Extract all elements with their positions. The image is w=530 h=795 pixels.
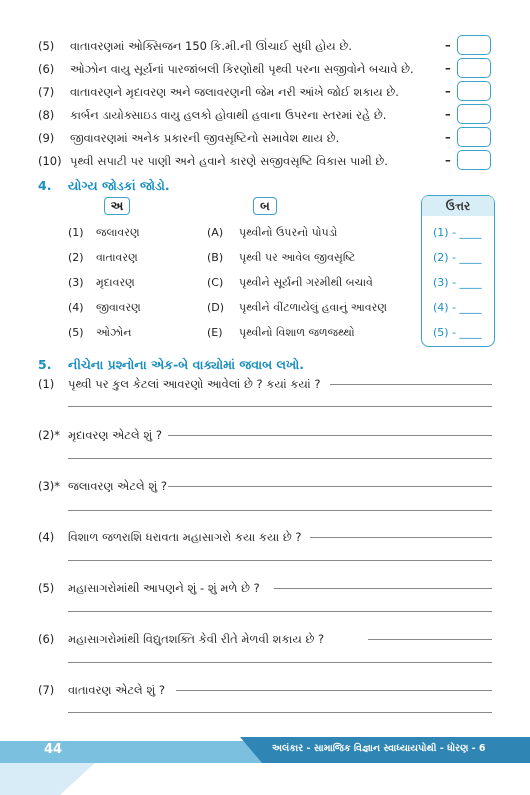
item-text: વાતાવરણમાં ઓક્સિજન 150 કિ.મી.ની ઊંચાઈ સુધી હોય છે.	[70, 39, 352, 53]
item-text: પૃથ્વી સપાટી પર પાણી અને હવાને કારણે સજીવસૃષ્ટિ વિકાસ પામી છે.	[70, 154, 388, 168]
question-number: (3)*	[38, 479, 61, 493]
true-false-item	[0, 127, 530, 149]
answer-box[interactable]	[457, 58, 491, 78]
answer-line[interactable]	[68, 560, 492, 561]
question-text: વાતાવરણ એટલે શું ?	[68, 683, 166, 697]
question-number: (7)	[38, 683, 55, 697]
answer-line[interactable]	[68, 510, 492, 511]
item-number: (8)	[38, 108, 55, 122]
column-a-header: અ	[104, 197, 130, 215]
match-row	[0, 323, 530, 343]
left-term: મૃદાવરણ	[96, 276, 135, 289]
answer-line[interactable]	[310, 537, 492, 538]
book-title: અલંકાર - સામાજિક વિજ્ઞાન સ્વાધ્યાયપોથી - ધોરણ - 6	[272, 743, 486, 754]
answer-line[interactable]	[68, 611, 492, 612]
right-description: પૃથ્વી પર આવેલ જીવસૃષ્ટિ	[239, 251, 356, 264]
item-number: (6)	[38, 62, 55, 76]
question-text: વિશાળ જળરાશિ ધરાવતા મહાસાગરો કયા કયા છે ?	[68, 530, 302, 544]
true-false-item	[0, 58, 530, 80]
left-number: (4)	[68, 301, 84, 314]
item-number: (5)	[38, 39, 55, 53]
answer-box[interactable]	[457, 35, 491, 55]
question-number: (4)	[38, 530, 55, 544]
answer-box[interactable]	[457, 104, 491, 124]
right-letter: (A)	[207, 226, 224, 239]
answer-header: ઉત્તર	[422, 196, 494, 216]
answer-blank[interactable]: (4) - ____	[433, 301, 482, 314]
page-footer	[0, 733, 530, 795]
question-number: (1)	[38, 377, 55, 391]
left-number: (3)	[68, 276, 84, 289]
answer-box[interactable]	[457, 127, 491, 147]
right-letter: (C)	[207, 276, 224, 289]
question-text: મહાસાગરોમાંથી આપણને શું - શું મળે છે ?	[68, 581, 260, 595]
match-row	[0, 273, 530, 293]
answer-blank[interactable]: (2) - ____	[433, 251, 482, 264]
question-number: (5)	[38, 581, 55, 595]
question-text: જલાવરણ એટલે શું ?	[68, 479, 167, 493]
item-text: ઓઝોન વાયુ સૂર્યનાં પારજાંબલી કિરણોથી પૃથ્વી પરના સજીવોને બચાવે છે.	[70, 62, 414, 76]
right-letter: (E)	[207, 326, 223, 339]
question-number: (6)	[38, 632, 55, 646]
left-number: (5)	[68, 326, 84, 339]
section-title: નીચેના પ્રશ્નોના એક-બે વાક્યોમાં જવાબ લખો.	[68, 357, 305, 372]
dash: –	[445, 61, 451, 75]
true-false-item	[0, 35, 530, 57]
left-term: ઓઝોન	[96, 326, 132, 339]
left-term: જલાવરણ	[96, 226, 140, 239]
answer-box[interactable]	[457, 150, 491, 170]
answer-line[interactable]	[168, 486, 492, 487]
match-row	[0, 298, 530, 318]
item-number: (9)	[38, 131, 55, 145]
page-number: 44	[44, 742, 63, 757]
answer-line[interactable]	[168, 435, 492, 436]
true-false-item	[0, 104, 530, 126]
true-false-item	[0, 81, 530, 103]
right-description: પૃથ્વીનો ઉપરનો પોપડો	[239, 226, 338, 239]
answer-line[interactable]	[68, 712, 492, 713]
dash: –	[445, 107, 451, 121]
dash: –	[445, 153, 451, 167]
question-number: (2)*	[38, 428, 61, 442]
dash: –	[445, 130, 451, 144]
left-term: વાતાવરણ	[96, 251, 138, 264]
item-text: કાર્બન ડાયોક્સાઇડ વાયુ હલકો હોવાથી હવાના ઉપરના સ્તરમાં રહે છે.	[70, 108, 387, 122]
dash: –	[445, 38, 451, 52]
item-text: વાતાવરણને મૃદાવરણ અને જલાવરણની જેમ નરી આંખે જોઈ શકાય છે.	[70, 85, 399, 99]
item-number: (7)	[38, 85, 55, 99]
dash: –	[445, 84, 451, 98]
answer-line[interactable]	[274, 588, 492, 589]
right-letter: (B)	[207, 251, 224, 264]
section-title: યોગ્ય જોડકાં જોડો.	[68, 178, 170, 193]
left-term: જીવાવરણ	[96, 301, 141, 314]
match-row	[0, 223, 530, 243]
answer-blank[interactable]: (1) - ____	[433, 226, 482, 239]
answer-line[interactable]	[68, 458, 492, 459]
question-text: પૃથ્વી પર કુલ કેટલાં આવરણો આવેલાં છે ? કયાં કયાં ?	[68, 377, 321, 391]
answer-blank[interactable]: (3) - ____	[433, 276, 482, 289]
left-number: (1)	[68, 226, 84, 239]
answer-line[interactable]	[68, 662, 492, 663]
item-text: જીવાવરણમાં અનેક પ્રકારની જીવસૃષ્ટિનો સમાવેશ થાય છે.	[70, 131, 340, 145]
right-description: પૃથ્વીને વીંટળાયેલું હવાનું આવરણ	[239, 301, 387, 314]
section-number: 5.	[38, 357, 52, 372]
left-number: (2)	[68, 251, 84, 264]
right-letter: (D)	[207, 301, 225, 314]
question-text: મહાસાગરોમાંથી વિદ્યુતશક્તિ કેવી રીતે મેળવી શકાય છે ?	[68, 632, 325, 646]
section-number: 4.	[38, 178, 52, 193]
answer-line[interactable]	[68, 406, 492, 407]
answer-line[interactable]	[176, 690, 492, 691]
match-row	[0, 248, 530, 268]
right-description: પૃથ્વીને સૂર્યની ગરમીથી બચાવે	[239, 276, 373, 289]
answer-blank[interactable]: (5) - ____	[433, 326, 482, 339]
answer-box[interactable]	[457, 81, 491, 101]
item-number: (10)	[38, 154, 62, 168]
right-description: પૃથ્વીનો વિશાળ જળજથ્થો	[239, 326, 355, 339]
column-b-header: બ	[253, 197, 277, 215]
question-text: મૃદાવરણ એટલે શું ?	[68, 428, 162, 442]
answer-line[interactable]	[368, 639, 492, 640]
true-false-item	[0, 150, 530, 172]
answer-line[interactable]	[330, 384, 492, 385]
